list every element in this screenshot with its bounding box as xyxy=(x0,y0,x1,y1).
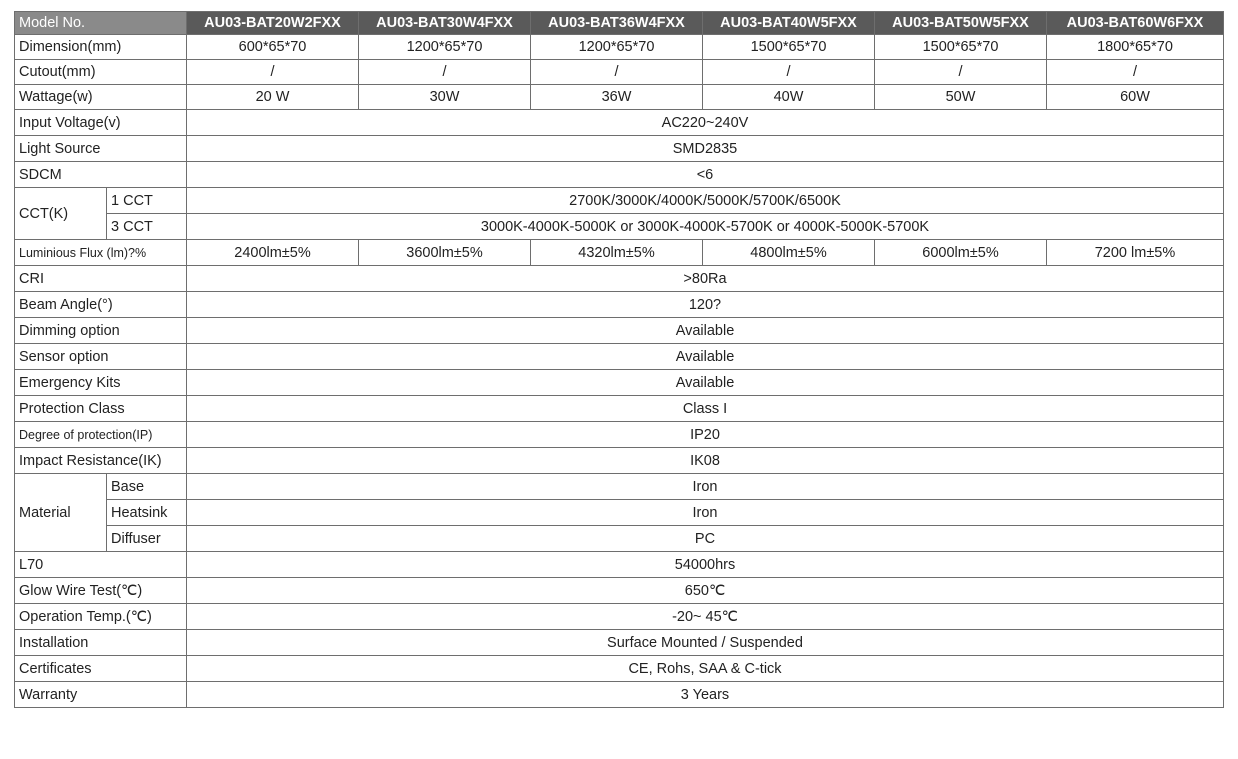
model-header: AU03-BAT20W2FXX xyxy=(187,12,359,35)
cell-value: 30W xyxy=(359,85,531,110)
row-label: Sensor option xyxy=(15,344,187,370)
cell-value: 1500*65*70 xyxy=(875,35,1047,60)
protection-class-row xyxy=(15,396,1224,422)
cell-value: Surface Mounted / Suspended xyxy=(187,630,1224,656)
row-label: Dimming option xyxy=(15,318,187,344)
warranty-row xyxy=(15,682,1224,708)
ik-row xyxy=(15,448,1224,474)
row-label: Cutout(mm) xyxy=(15,60,187,85)
cell-value: 1500*65*70 xyxy=(703,35,875,60)
cell-value: 4800lm±5% xyxy=(703,240,875,266)
sensor-row xyxy=(15,344,1224,370)
material-heatsink-row xyxy=(15,500,1224,526)
cell-value: -20~ 45℃ xyxy=(187,604,1224,630)
installation-row xyxy=(15,630,1224,656)
cell-value: IK08 xyxy=(187,448,1224,474)
sub-label: 3 CCT xyxy=(107,214,187,240)
row-label: Protection Class xyxy=(15,396,187,422)
model-header: AU03-BAT50W5FXX xyxy=(875,12,1047,35)
emergency-row xyxy=(15,370,1224,396)
sub-label: 1 CCT xyxy=(107,188,187,214)
row-label: Emergency Kits xyxy=(15,370,187,396)
row-label: L70 xyxy=(15,552,187,578)
row-label: Dimension(mm) xyxy=(15,35,187,60)
model-header: AU03-BAT36W4FXX xyxy=(531,12,703,35)
cell-value: Class I xyxy=(187,396,1224,422)
cell-value: <6 xyxy=(187,162,1224,188)
sdcm-row xyxy=(15,162,1224,188)
cell-value: / xyxy=(359,60,531,85)
input-voltage-row xyxy=(15,110,1224,136)
cri-row xyxy=(15,266,1224,292)
cell-value: / xyxy=(1047,60,1224,85)
cutout-row xyxy=(15,60,1224,85)
beam-angle-row xyxy=(15,292,1224,318)
cell-value: 60W xyxy=(1047,85,1224,110)
l70-row xyxy=(15,552,1224,578)
cell-value: AC220~240V xyxy=(187,110,1224,136)
dimming-row xyxy=(15,318,1224,344)
cct-1-row xyxy=(15,188,1224,214)
light-source-row xyxy=(15,136,1224,162)
cell-value: 3000K-4000K-5000K or 3000K-4000K-5700K or 4000K-5000K-5700K xyxy=(187,214,1224,240)
cell-value: 7200 lm±5% xyxy=(1047,240,1224,266)
row-label: Glow Wire Test(℃) xyxy=(15,578,187,604)
row-label: Wattage(w) xyxy=(15,85,187,110)
row-label: SDCM xyxy=(15,162,187,188)
cell-value: 1800*65*70 xyxy=(1047,35,1224,60)
cell-value: 2400lm±5% xyxy=(187,240,359,266)
cell-value: IP20 xyxy=(187,422,1224,448)
cell-value: 3 Years xyxy=(187,682,1224,708)
cell-value: 6000lm±5% xyxy=(875,240,1047,266)
cell-value: 2700K/3000K/4000K/5000K/5700K/6500K xyxy=(187,188,1224,214)
cell-value: 1200*65*70 xyxy=(359,35,531,60)
cell-value: 54000hrs xyxy=(187,552,1224,578)
cell-value: 20 W xyxy=(187,85,359,110)
row-label: Warranty xyxy=(15,682,187,708)
cell-value: 600*65*70 xyxy=(187,35,359,60)
cell-value: 1200*65*70 xyxy=(531,35,703,60)
cell-value: 4320lm±5% xyxy=(531,240,703,266)
row-label: Light Source xyxy=(15,136,187,162)
row-label: CCT(K) xyxy=(15,188,107,240)
wattage-row xyxy=(15,85,1224,110)
certificates-row xyxy=(15,656,1224,682)
sub-label: Diffuser xyxy=(107,526,187,552)
cell-value: Iron xyxy=(187,474,1224,500)
cell-value: 3600lm±5% xyxy=(359,240,531,266)
cell-value: / xyxy=(187,60,359,85)
cell-value: Iron xyxy=(187,500,1224,526)
row-label: Certificates xyxy=(15,656,187,682)
cell-value: PC xyxy=(187,526,1224,552)
cell-value: Available xyxy=(187,344,1224,370)
row-label: Operation Temp.(℃) xyxy=(15,604,187,630)
row-label: Degree of protection(IP) xyxy=(15,422,187,448)
sub-label: Base xyxy=(107,474,187,500)
row-label: Installation xyxy=(15,630,187,656)
cell-value: / xyxy=(875,60,1047,85)
cell-value: CE, Rohs, SAA & C-tick xyxy=(187,656,1224,682)
row-label: Input Voltage(v) xyxy=(15,110,187,136)
material-diffuser-row xyxy=(15,526,1224,552)
cell-value: SMD2835 xyxy=(187,136,1224,162)
row-label: Impact Resistance(IK) xyxy=(15,448,187,474)
dimension-row xyxy=(15,35,1224,60)
sub-label: Heatsink xyxy=(107,500,187,526)
cell-value: / xyxy=(703,60,875,85)
cell-value: 50W xyxy=(875,85,1047,110)
cell-value: Available xyxy=(187,370,1224,396)
material-base-row xyxy=(15,474,1224,500)
glow-wire-row xyxy=(15,578,1224,604)
operation-temp-row xyxy=(15,604,1224,630)
luminous-flux-row xyxy=(15,240,1224,266)
header-row xyxy=(15,12,1224,35)
cell-value: Available xyxy=(187,318,1224,344)
cct-3-row xyxy=(15,214,1224,240)
model-no-label: Model No. xyxy=(15,12,187,35)
row-label: CRI xyxy=(15,266,187,292)
row-label: Beam Angle(°) xyxy=(15,292,187,318)
spec-table xyxy=(14,11,1224,708)
row-label: Material xyxy=(15,474,107,552)
row-label: Luminious Flux (lm)?% xyxy=(15,240,187,266)
model-header: AU03-BAT30W4FXX xyxy=(359,12,531,35)
ip-row xyxy=(15,422,1224,448)
cell-value: 36W xyxy=(531,85,703,110)
cell-value: 40W xyxy=(703,85,875,110)
cell-value: >80Ra xyxy=(187,266,1224,292)
model-header: AU03-BAT40W5FXX xyxy=(703,12,875,35)
cell-value: 650℃ xyxy=(187,578,1224,604)
cell-value: 120? xyxy=(187,292,1224,318)
model-header: AU03-BAT60W6FXX xyxy=(1047,12,1224,35)
cell-value: / xyxy=(531,60,703,85)
